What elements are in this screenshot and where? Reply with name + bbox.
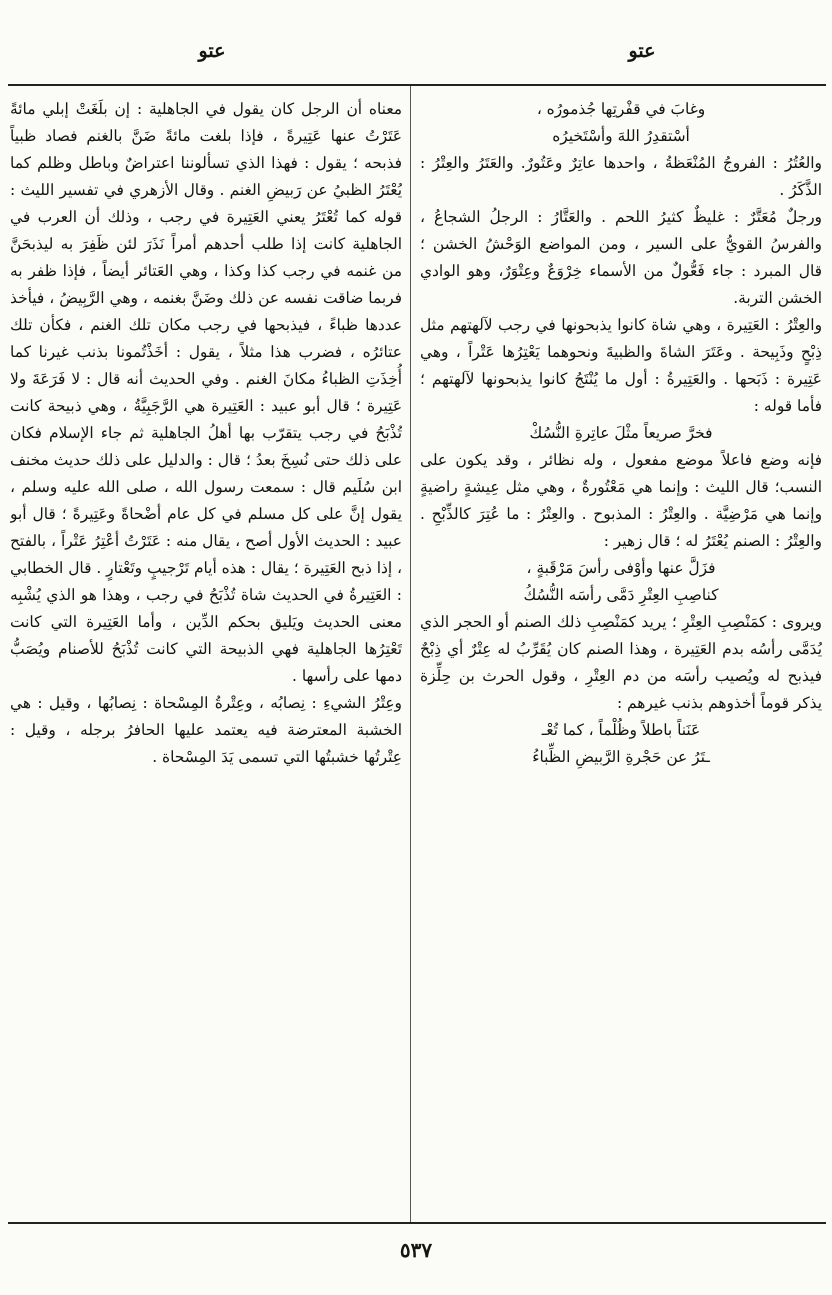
- entry-paragraph: معناه أن الرجل كان يقول في الجاهلية : إن بلَغَتْ إبلي مائةً عَتَرْتُ عنها عَتِيرةً ، فإذا بلغت مائةً ضَنَّ بالغنم فصاد ظبياً فذبحه ؛ يقول : فهذا الذي تسألوننا اعتراضٌ وباطل وظلم كما يُعْتَرُ الظبيُ عن رَبيضِ الغنم . وقال الأزهري في تفسير الليث : قوله كما تُعْتَرُ يعني العَتِيرة في رجب ، وذلك أن العرب في الجاهلية كانت إذا طلب أحدهم أمراً نَذَرَ لئن ظَفِرَ به ليذبحَنَّ من غنمه في رجب كذا وكذا ، وهي العَتائر أيضاً ، فإذا ظفر به فربما ضاقت نفسه عن ذلك وضَنَّ بغنمه ، وهي الرَّبِيضُ ، فيأخذ عددها ظباءً ، فيذبحها في رجب مكان تلك الغنم ، فكأن تلك عتائرُه ، فضرب هذا مثلاً ، يقول : أخَذْتُمونا بذنب غيرنا كما أُخِذَتِ الظباءُ مكانَ الغنم . وفي الحديث أنه قال : لا فَرَعَةَ ولا عَتِيرة ؛ قال أبو عبيد : العَتِيرة هي الرَّجَبِيَّةُ ، وهي ذبيحة كانت تُذْبَحُ في رجب يتقرّب بها أهلُ الجاهلية ثم جاء الإسلام فكان على ذلك حتى نُسِخَ بعدُ ؛ قال : والدليل على ذلك حديث مخنف ابن سُلَيم قال : سمعت رسول الله ، صلى الله عليه وسلم ، يقول إنَّ على كل مسلم في كل عام أضْحاةً وعَتِيرةً ؛ قال أبو عبيد : الحديث الأول أصح ، يقال منه : عَتَرْتُ أعْتِرُ عَتْراً ، بالفتح ، إذا ذبح العَتِيرة ؛ يقال : هذه أيام تَرْجيبٍ وتَعْتارٍ . قال الخطابي : العَتِيرةُ في الحديث شاة تُذْبَحُ في رجب ، وهذا هو الذي يُشْبِه معنى الحديث ويَليق بحكم الدِّين ، وأما العَتِيرة التي كانت تَعْتِرُها الجاهلية فهي الذبيحة التي كانت تُذْبَحُ للأصنام ويُصَبُّ دمها على رأسها .: [10, 100, 402, 685]
- verse-line: فزَلَّ عنها وأوْفى رأسَ مَرْقَبةٍ ،: [526, 559, 716, 577]
- verse-line: فخرَّ صريعاً مثْلَ عاتِرةِ النُّسُكْ: [529, 424, 713, 442]
- verse-line: ـتَرُ عن حَجْرةِ الرَّبيضِ الظِّباءُ: [532, 748, 710, 766]
- column-divider: [410, 86, 411, 1222]
- left-column: [10, 96, 402, 1216]
- entry-paragraph: وعِتْرُ الشيءِ : نِصابُه ، وعِتْرةُ المِسْحاة : نِصابُها ، وقيل : هي الخشبة المعترضة فيه يعتمد عليها الحافرُ برجله ، وقيل : عِتْرتُها خشبتُها التي تسمى يَدَ المِسْحاة .: [10, 694, 402, 766]
- verse-line: أسْتقدِرُ اللهَ وأسْتَخيرُه: [552, 127, 690, 145]
- bottom-rule: [8, 1222, 826, 1224]
- page-number: ٥٣٧: [399, 1238, 433, 1262]
- right-column: [420, 96, 822, 1216]
- header-right-word: عتو: [628, 40, 656, 62]
- entry-paragraph: والعُتُرُ : الفروجُ المُنْعَظةُ ، واحدها عاتِرٌ وعَتُورٌ. والعَتَرُ والعِتْرُ : الذَّكَرُ .: [420, 154, 822, 199]
- verse-line: وغابَ في قفْرتِها جُذمورُه ،: [536, 100, 706, 118]
- entry-paragraph: ورجلٌ مُعَتَّرٌ : غليظٌ كثيرُ اللحم . والعَتَّارُ : الرجلُ الشجاعُ ، والفرسُ القويُّ على السير ، ومن المواضع الوَحْشُ الخشن ؛ قال المبرد : جاء فَعُّولٌ من الأسماء خِرْوَعٌ وعِتْوَرٌ، وهو الوادي الخشن التربة.: [420, 208, 822, 307]
- top-rule: [8, 84, 826, 86]
- header-left-word: عتو: [198, 40, 226, 62]
- entry-paragraph: فإنه وضع فاعلاً موضع مفعول ، وله نظائر ، وقد يكون على النسب؛ قال الليث : وإنما هي مَعْتُورةٌ ، وهي مثل عِيشةٍ راضيةٍ وإنما هي مَرْضِيَّة . والعِتْرُ : المذبوح . والعِتْرُ : ما عُتِرَ كالذِّبْحِ . والعِتْرُ : الصنم يُعْتَرُ له ؛ قال زهير :: [420, 451, 822, 550]
- verse-line: عَنَناً باطلاً وظُلْماً ، كما تُعْـ: [541, 721, 701, 739]
- entry-paragraph: ويروى : كمَنْصِبِ العِتْرِ ؛ يريد كمَنْصِبِ ذلك الصنم أو الحجر الذي يُدَمَّى رأسُه بدم العَتِيرة ، وهذا الصنم كان يُقَرِّبُ له عِتْرٌ أي ذِبْحٌ فيذبح له ويُصيب رأسَه من دم العِتْرِ ، وقول الحرث بن حِلِّزة يذكر قوماً أخذوهم بذنب غيرهم :: [420, 613, 822, 712]
- verse-line: كناصِبِ العِتْرِ دَمَّى رأسَه النُّسُكُ: [523, 586, 719, 604]
- entry-paragraph: والعِتْرُ : العَتِيرة ، وهي شاة كانوا يذبحونها في رجب لآلهتهم مثل ذِبْحٍ وذَبِيحة . وعَتَرَ الشاةَ والظبيةَ ونحوهما يَعْتِرُها عَتْراً ، وهي عَتِيرة : ذَبَحها . والعَتِيرةُ : أول ما يُنْتَجُ كانوا يذبحونها لآلهتهم ؛ فأما قوله :: [420, 316, 822, 415]
